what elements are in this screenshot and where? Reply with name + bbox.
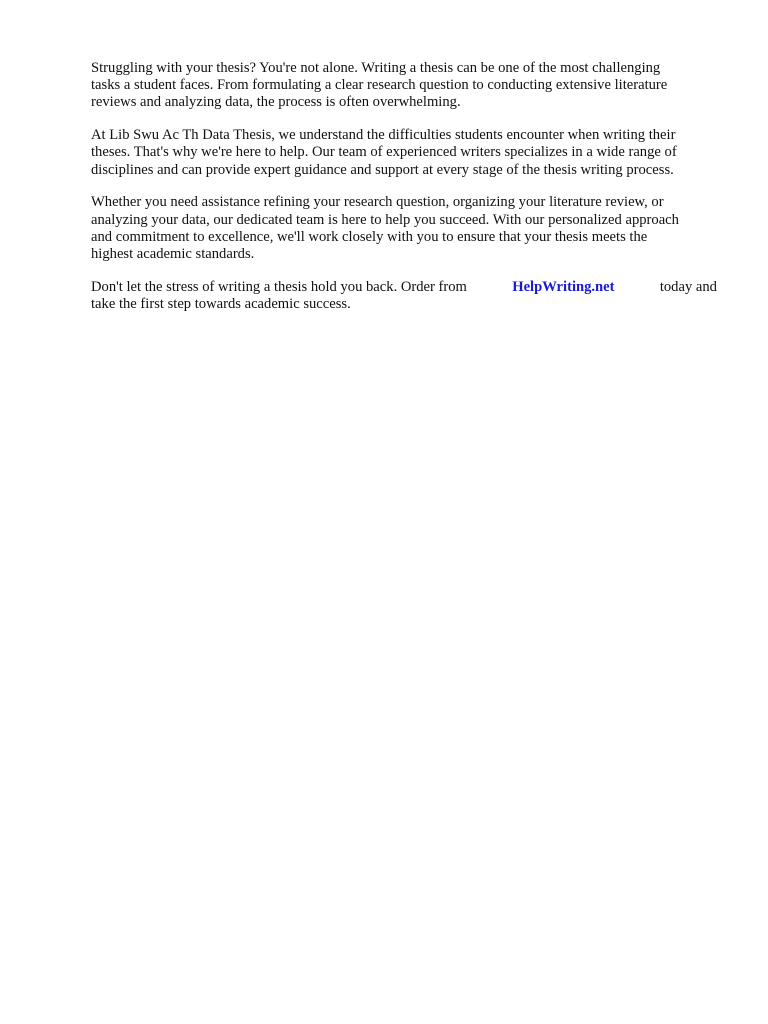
paragraph-assistance (91, 194, 717, 263)
document-page (91, 60, 717, 329)
text-line: and commitment to excellence, we'll work closely with you to ensure that your thesis meets the (91, 228, 648, 245)
text-line: reviews and analyzing data, the process is often overwhelming. (91, 94, 461, 111)
helpwriting-link[interactable]: HelpWriting.net (512, 278, 615, 295)
cta-text-before: Don't let the stress of writing a thesis hold you back. Order from (91, 278, 467, 295)
paragraph-cta (91, 279, 717, 313)
text-line: Whether you need assistance refining your research question, organizing your literature review, or (91, 194, 664, 211)
text-line: tasks a student faces. From formulating a clear research question to conducting extensive literature (91, 77, 668, 94)
paragraph-about (91, 127, 717, 179)
cta-line (91, 279, 717, 296)
cta-text-after: today and (659, 278, 717, 295)
text-line: highest academic standards. (91, 246, 255, 263)
link-slot (485, 279, 642, 296)
text-line: disciplines and can provide expert guidance and support at every stage of the thesis writing process. (91, 161, 674, 178)
text-line: Struggling with your thesis? You're not alone. Writing a thesis can be one of the most challenging (91, 60, 661, 76)
text-line: analyzing your data, our dedicated team is here to help you succeed. With our personalized approach (91, 211, 679, 228)
text-line: take the first step towards academic success. (91, 296, 351, 313)
paragraph-intro (91, 60, 717, 112)
text-line: theses. That's why we're here to help. Our team of experienced writers specializes in a wide range of (91, 144, 677, 161)
text-line: At Lib Swu Ac Th Data Thesis, we understand the difficulties students encounter when writing their (91, 127, 676, 144)
